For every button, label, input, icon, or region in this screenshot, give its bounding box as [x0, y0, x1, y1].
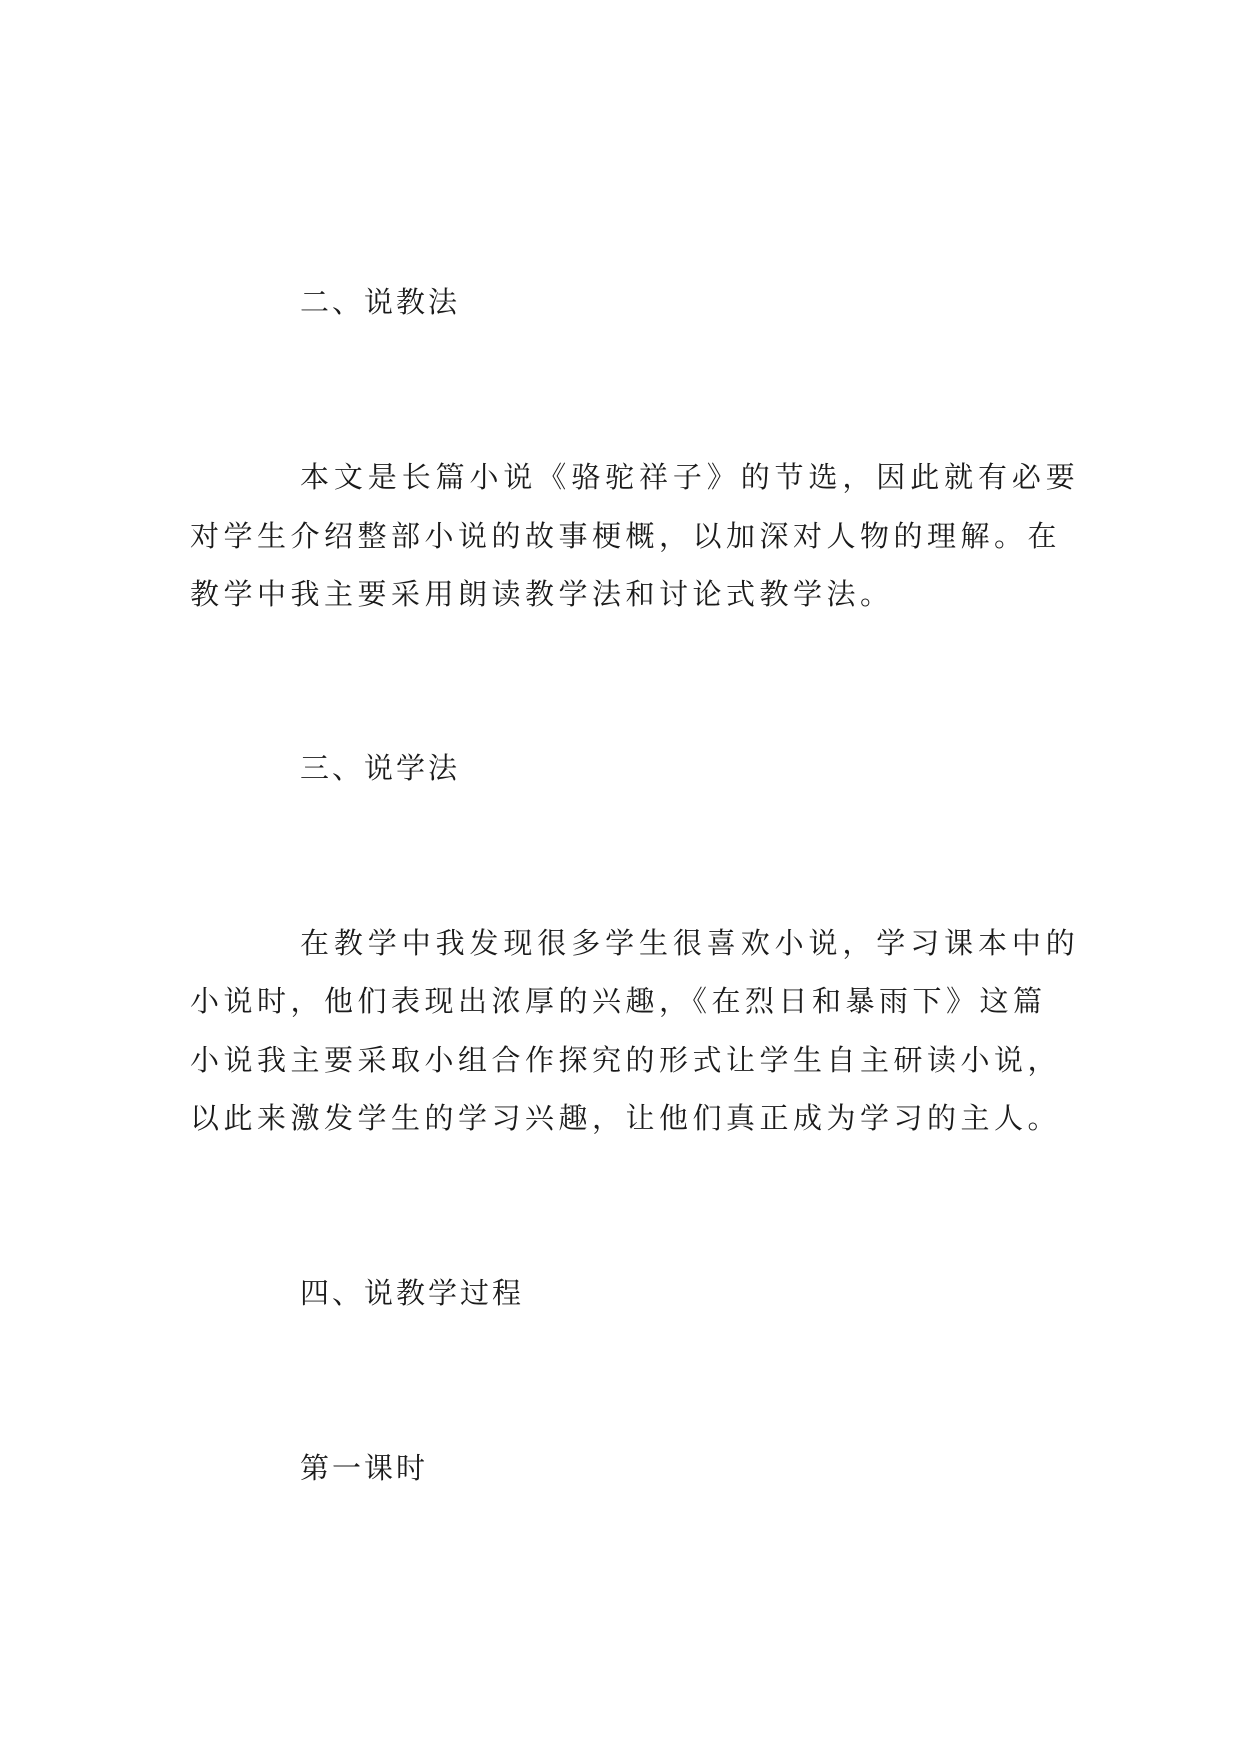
- subheading-first-lesson: 第一课时: [300, 1451, 429, 1485]
- paragraph-line: 以此来激发学生的学习兴趣，让他们真正成为学习的主人。: [190, 1101, 1062, 1135]
- paragraph-line: 本文是长篇小说《骆驼祥子》的节选，因此就有必要: [300, 460, 1080, 494]
- section-heading-teaching-method: 二、说教法: [300, 285, 461, 319]
- paragraph-line: 教学中我主要采用朗读教学法和讨论式教学法。: [190, 577, 894, 611]
- paragraph-line: 在教学中我发现很多学生很喜欢小说，学习课本中的: [300, 926, 1080, 960]
- paragraph-line: 小说时，他们表现出浓厚的兴趣，《在烈日和暴雨下》这篇: [190, 984, 1047, 1018]
- paragraph-line: 小说我主要采取小组合作探究的形式让学生自主研读小说，: [190, 1043, 1062, 1077]
- paragraph-line: 对学生介绍整部小说的故事梗概，以加深对人物的理解。在: [190, 519, 1062, 553]
- section-heading-teaching-process: 四、说教学过程: [300, 1276, 525, 1310]
- section-heading-learning-method: 三、说学法: [300, 751, 461, 785]
